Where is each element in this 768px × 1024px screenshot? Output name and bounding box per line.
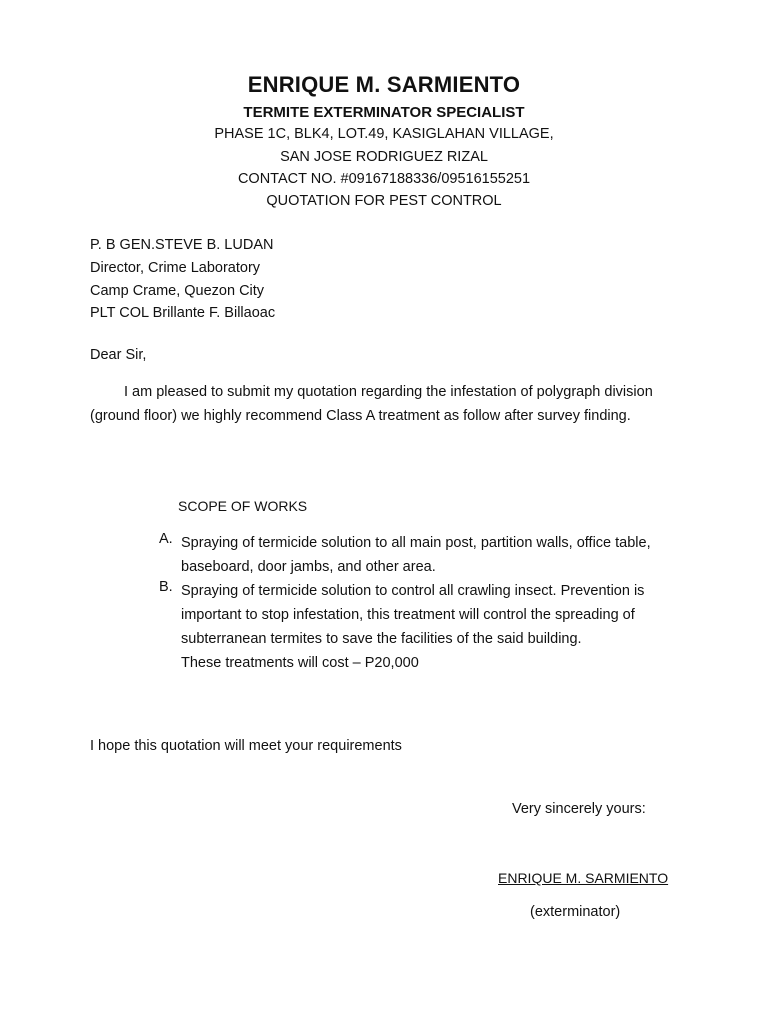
- scope-item-block: [181, 579, 681, 675]
- scope-heading: SCOPE OF WORKS: [178, 498, 308, 514]
- greeting: Dear Sir,: [90, 347, 147, 363]
- scope-item-marker: A.: [159, 531, 173, 547]
- recipient-line4: PLT COL Brillante F. Billaoac: [90, 305, 276, 321]
- recipient-line2: Director, Crime Laboratory: [90, 260, 261, 276]
- letterhead-contact: CONTACT NO. #09167188336/09516155251: [237, 171, 531, 187]
- body-paragraph: I am pleased to submit my quotation regarding the infestation of polygraph division (ground floor) we highly recommend Class A treatment as follow after survey finding.: [90, 384, 653, 424]
- recipient-line3: Camp Crame, Quezon City: [90, 283, 265, 299]
- scope-item-text: Spraying of termicide solution to control all crawling insect. Prevention is important to stop infestation, this treatment will control the spreading of subterranean termites to save the facilities of the said building.: [181, 583, 645, 647]
- closing-line: I hope this quotation will meet your requirements: [90, 738, 402, 754]
- scope-item-marker: B.: [159, 579, 173, 595]
- valediction: Very sincerely yours:: [512, 801, 646, 817]
- cost-line: These treatments will cost – P20,000: [181, 655, 419, 671]
- signature-title: (exterminator): [530, 904, 621, 920]
- letterhead-name: ENRIQUE M. SARMIENTO: [247, 72, 521, 97]
- letterhead-address-line2: SAN JOSE RODRIGUEZ RIZAL: [280, 149, 488, 165]
- scope-item-text: Spraying of termicide solution to all main post, partition walls, office table, baseboard, door jambs, and other area.: [181, 535, 651, 575]
- letterhead-title: TERMITE EXTERMINATOR SPECIALIST: [243, 104, 525, 121]
- signature-name: ENRIQUE M. SARMIENTO: [498, 870, 669, 886]
- letterhead-subject: QUOTATION FOR PEST CONTROL: [266, 193, 502, 209]
- recipient-line1: P. B GEN.STEVE B. LUDAN: [90, 237, 274, 253]
- letterhead-address-line1: PHASE 1C, BLK4, LOT.49, KASIGLAHAN VILLAGE,: [214, 126, 554, 142]
